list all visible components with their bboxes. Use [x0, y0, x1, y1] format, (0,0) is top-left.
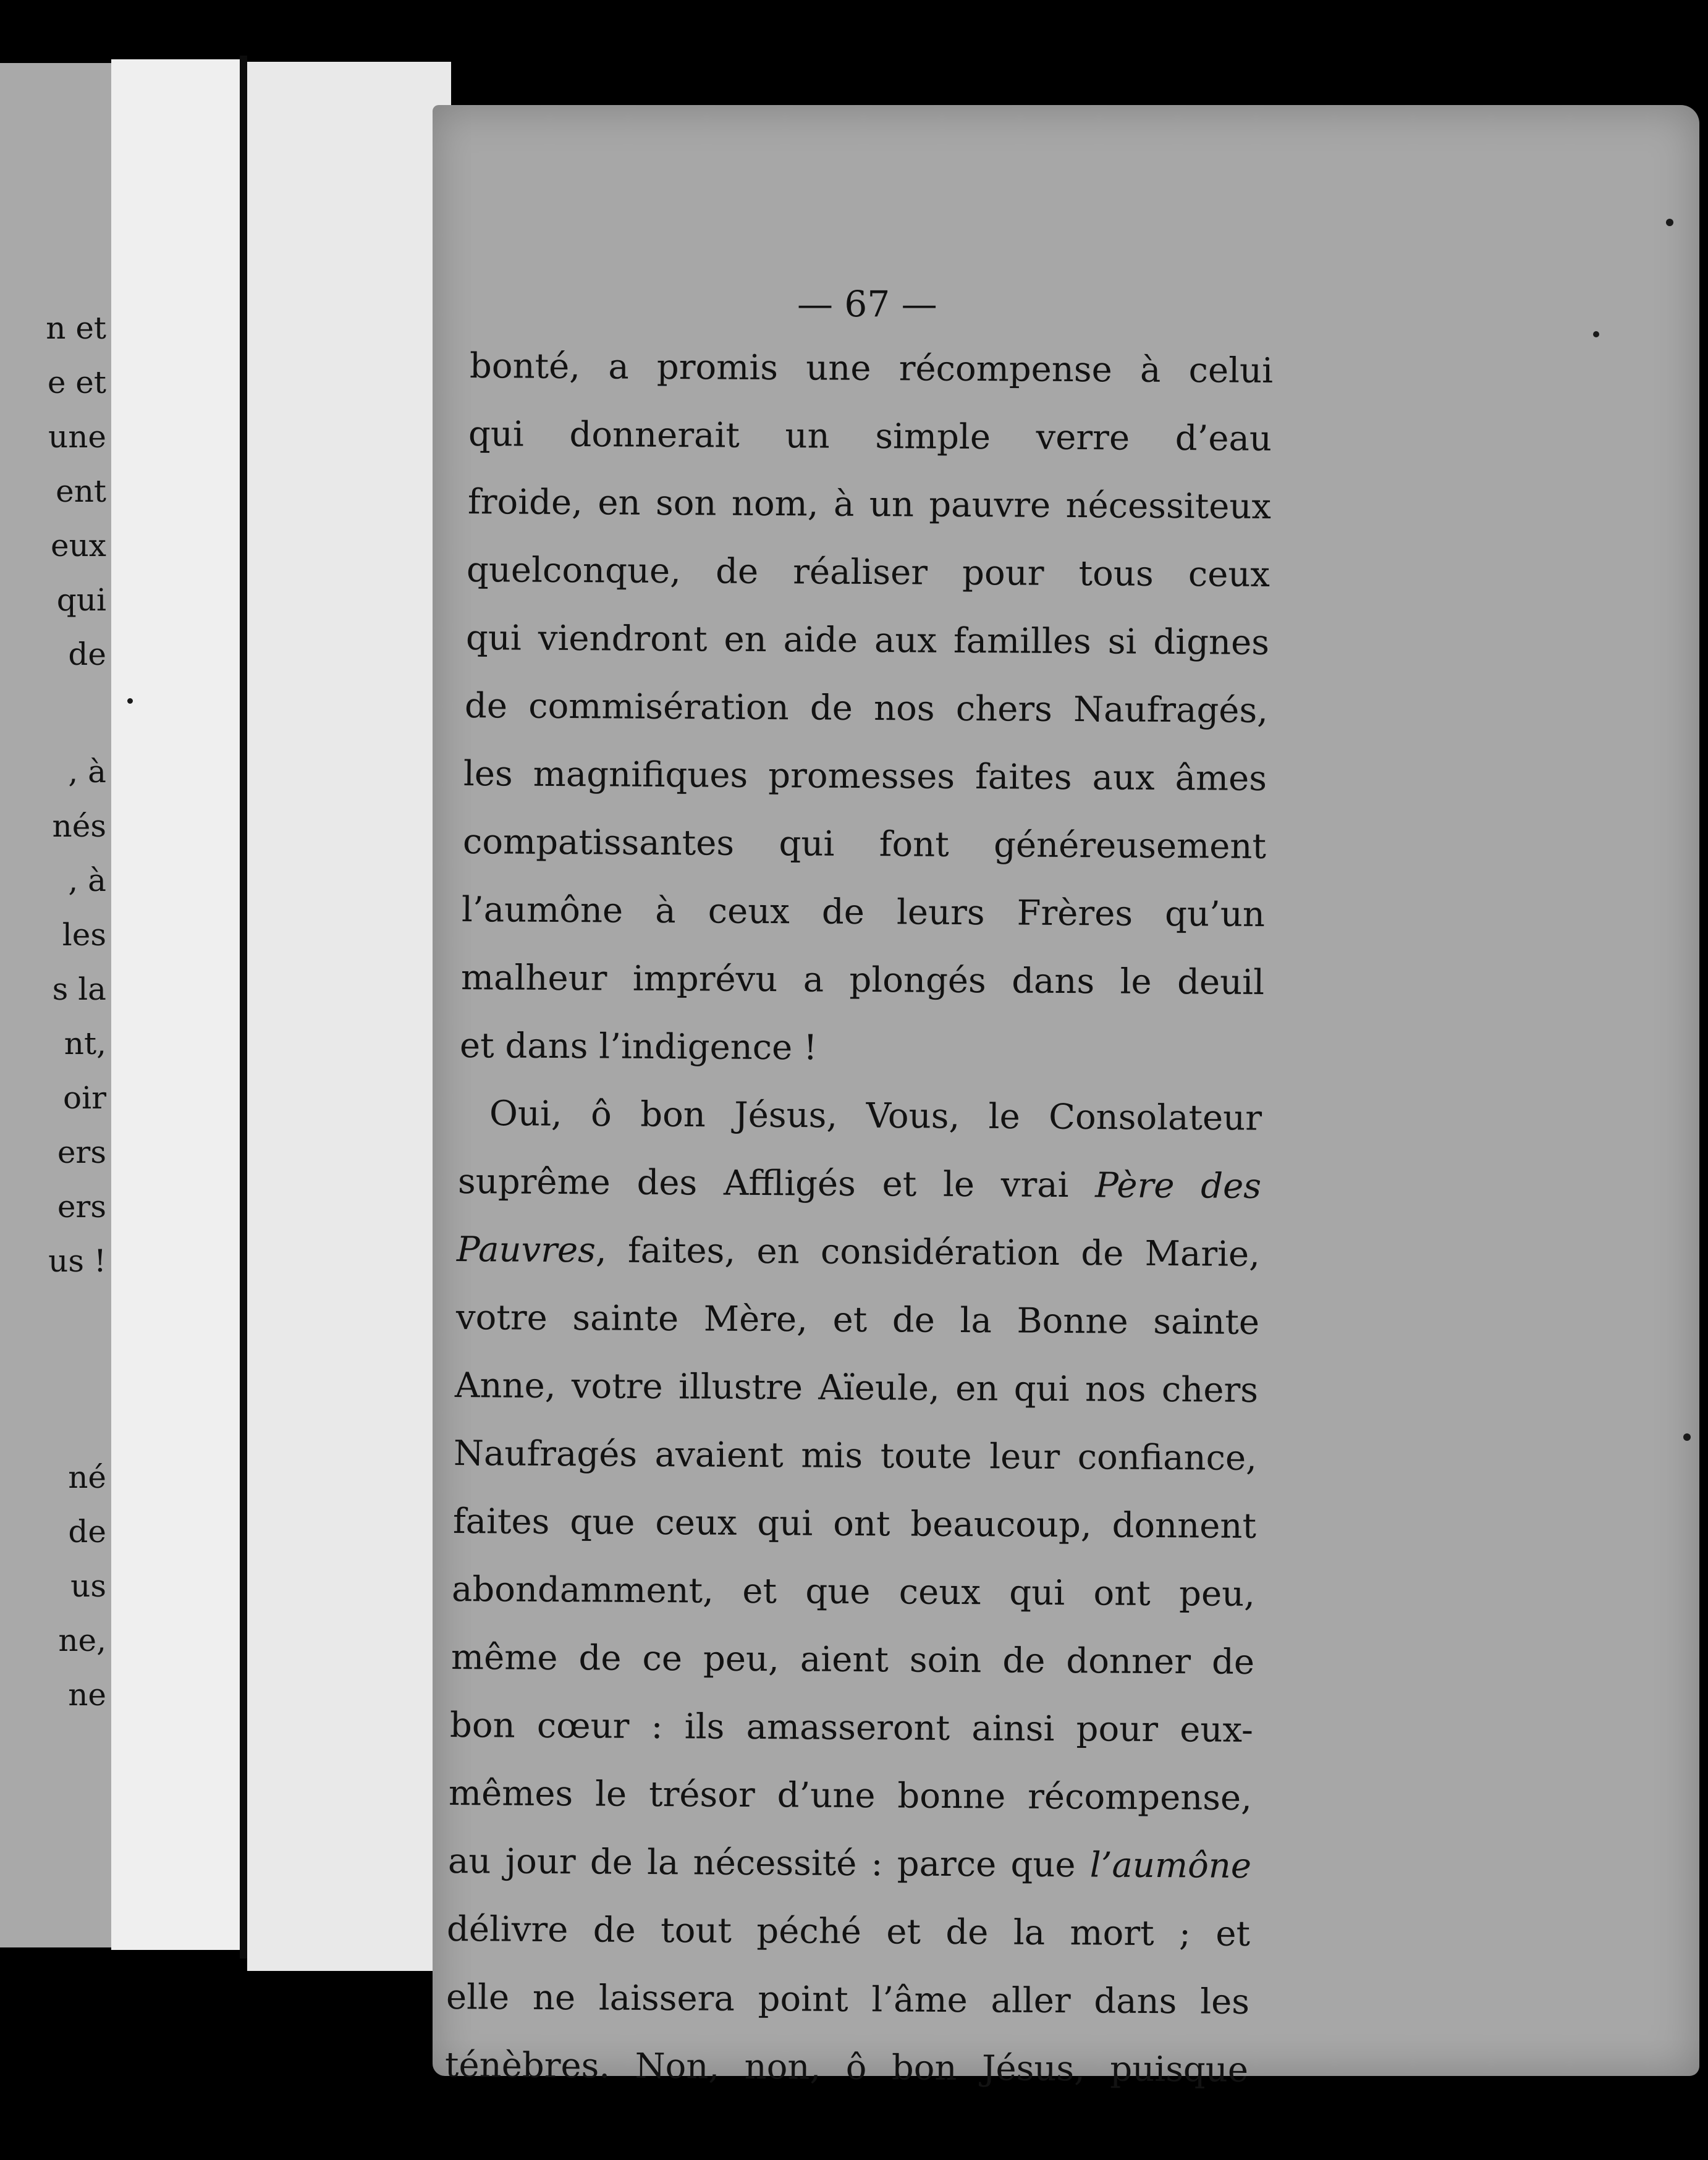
body-line: malheur imprévu a plongés dans le deuil [460, 958, 1265, 1003]
dust-speck [1666, 219, 1673, 226]
body-line: qui viendront en aide aux familles si dignes [465, 618, 1270, 663]
prev-line: nt, [64, 1026, 106, 1061]
body-line: de commisération de nos chers Naufragés, [464, 686, 1269, 731]
prev-line: de [68, 636, 106, 672]
body-line: suprême des Affligés et le vrai Père des [457, 1162, 1262, 1207]
prev-line: né [68, 1459, 106, 1495]
body-line: qui donnerait un simple verre d’eau [468, 414, 1272, 459]
body-line: l’aumône à ceux de leurs Frères qu’un [461, 890, 1266, 935]
dust-speck [1593, 331, 1599, 337]
body-line: Pauvres, faites, en considération de Marie, [456, 1230, 1261, 1275]
dust-speck [127, 698, 133, 704]
body-line: abondamment, et que ceux qui ont peu, [451, 1569, 1256, 1614]
gutter-paper [247, 62, 451, 1971]
prev-line: nés [52, 808, 106, 844]
prev-line: e et [47, 365, 106, 400]
prev-line: qui [56, 582, 106, 618]
body-line: Naufragés avaient mis toute leur confiance, [453, 1433, 1258, 1479]
binding-strip [111, 59, 241, 1950]
dust-speck [1683, 1433, 1691, 1441]
binding-edge [240, 56, 247, 1959]
prev-line: une [48, 419, 106, 455]
body-line: compatissantes qui font généreusement [462, 822, 1267, 867]
prev-line: us ! [48, 1243, 106, 1279]
body-line: Anne, votre illustre Aïeule, en qui nos chers [454, 1365, 1259, 1411]
body-line: faites que ceux qui ont beaucoup, donnent [452, 1501, 1257, 1546]
body-line: mêmes le trésor d’une bonne récompense, [448, 1773, 1253, 1818]
body-line: ténèbres. Non, non, ô bon Jésus, puisque [444, 2045, 1249, 2090]
body-line: les magnifiques promesses faites aux âmes [463, 754, 1267, 799]
body-line: bonté, a promis une récompense à celui [469, 346, 1274, 391]
prev-line: les [62, 917, 106, 953]
prev-line: n et [46, 310, 106, 346]
prev-line: oir [63, 1080, 106, 1116]
body-line: et dans l’indigence ! [459, 1026, 818, 1068]
previous-page-fragment [0, 63, 111, 1947]
prev-line: ent [56, 473, 106, 509]
prev-line: de [68, 1514, 106, 1550]
body-line: bon cœur : ils amasseront ainsi pour eux- [449, 1705, 1254, 1750]
prev-line: us [70, 1568, 106, 1604]
body-line: elle ne laissera point l’âme aller dans les [446, 1977, 1250, 2022]
body-line: Oui, ô bon Jésus, Vous, le Consolateur [489, 1094, 1262, 1139]
body-line: quelconque, de réaliser pour tous ceux [466, 550, 1270, 595]
page-number: — 67 — [797, 283, 937, 325]
prev-line: eux [51, 528, 106, 563]
body-line: même de ce peu, aient soin de donner de [450, 1637, 1255, 1682]
prev-line: ers [57, 1189, 106, 1225]
prev-line: ers [57, 1134, 106, 1170]
prev-line: s la [52, 971, 106, 1007]
prev-line: ne [68, 1677, 106, 1713]
body-line: froide, en son nom, à un pauvre nécessiteux [467, 482, 1272, 527]
prev-line: ne, [58, 1622, 106, 1658]
body-line: au jour de la nécessité : parce que l’aumône [447, 1841, 1252, 1886]
body-line: délivre de tout péché et de la mort ; et [446, 1909, 1251, 1954]
body-line: votre sainte Mère, et de la Bonne sainte [455, 1297, 1260, 1343]
prev-line: , à [68, 863, 106, 898]
prev-line: , à [68, 754, 106, 790]
